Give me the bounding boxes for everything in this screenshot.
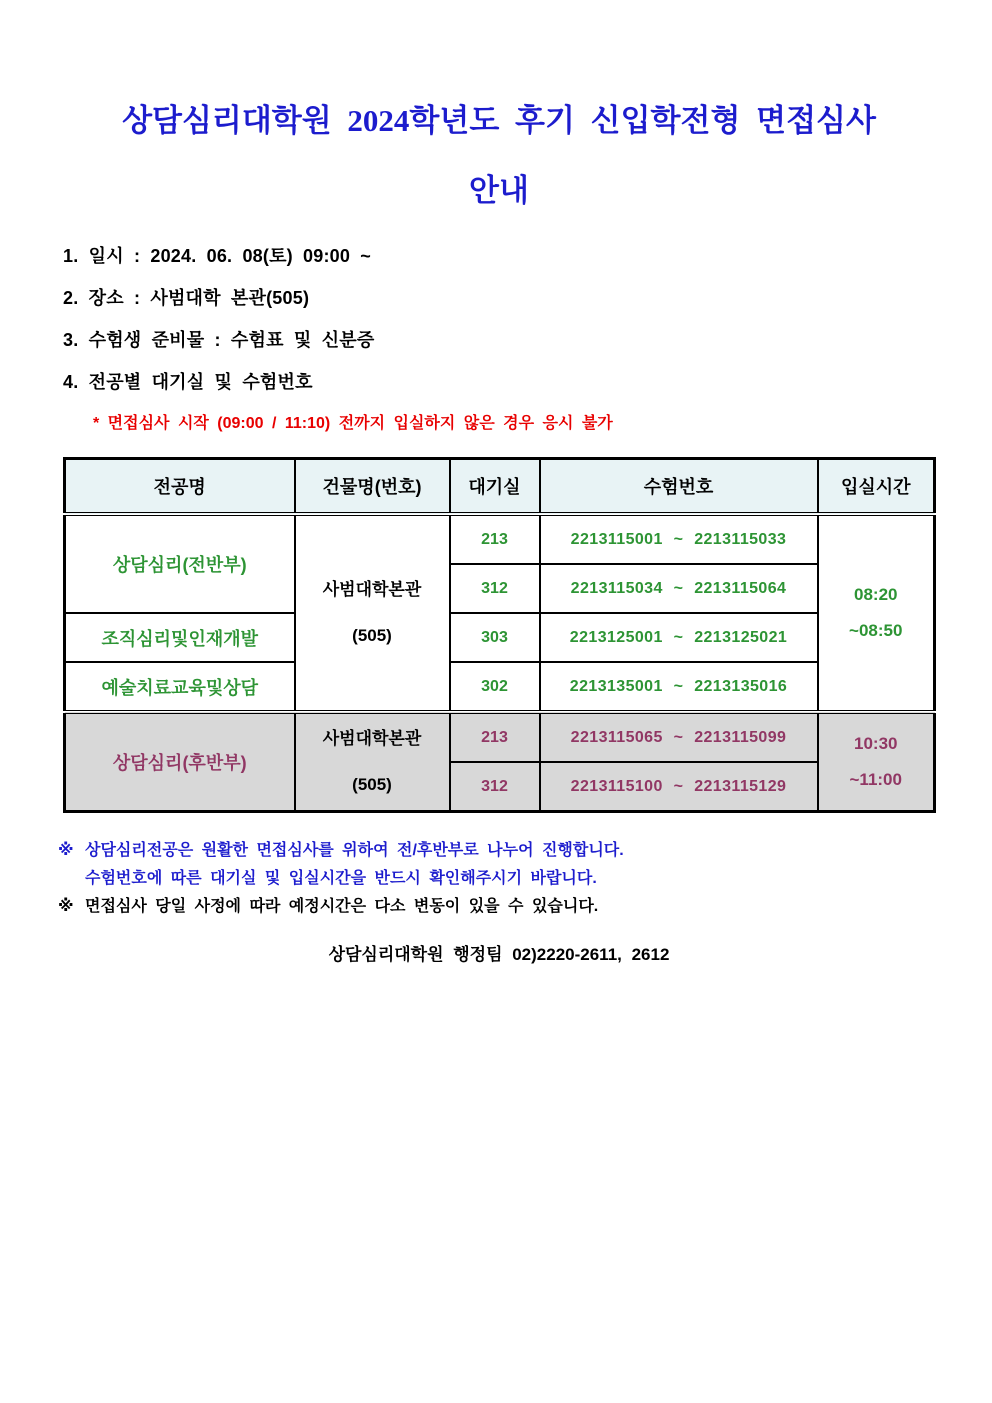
header-major: 전공명 <box>65 459 295 515</box>
page-title <box>63 86 935 226</box>
building-number: (505) <box>352 775 392 794</box>
info-list <box>63 246 935 392</box>
major-cell: 상담심리(후반부) <box>65 712 295 812</box>
entry-time-start: 10:30 <box>854 734 898 754</box>
exam-number-cell: 2213115034 ~ 2213115064 <box>540 564 818 613</box>
info-item-rooms: 4. 전공별 대기실 및 수험번호 <box>63 372 313 392</box>
room-cell: 312 <box>450 564 540 613</box>
entry-time-end: ~11:00 <box>849 770 902 789</box>
footnote-schedule-change <box>58 897 935 916</box>
info-item-materials: 3. 수험생 준비물 : 수험표 및 신분증 <box>63 330 375 350</box>
afternoon-section <box>65 712 935 812</box>
footnote-check-room <box>58 869 935 888</box>
exam-number-cell: 2213115100 ~ 2213115129 <box>540 762 818 812</box>
title-line1: 상담심리대학원 2024학년도 후기 신입학전형 면접심사 <box>122 103 876 138</box>
schedule-table-header <box>65 459 935 515</box>
header-exam-number: 수험번호 <box>540 459 818 515</box>
room-cell: 213 <box>450 514 540 564</box>
warning-note: * 면접심사 시작 (09:00 / 11:10) 전까지 입실하지 않은 경우 응시 불가 <box>93 415 613 432</box>
header-row <box>65 459 935 515</box>
title-line2: 안내 <box>469 173 529 208</box>
entry-time-cell <box>818 712 935 812</box>
schedule-table <box>63 457 936 813</box>
header-entry-time: 입실시간 <box>818 459 935 515</box>
footnote-text: 수험번호에 따른 대기실 및 입실시간을 반드시 확인해주시기 바랍니다. <box>85 870 597 887</box>
building-name: 사범대학본관 <box>322 580 422 600</box>
major-cell: 상담심리(전반부) <box>65 514 295 613</box>
info-item-datetime: 1. 일시 : 2024. 06. 08(토) 09:00 ~ <box>63 246 372 266</box>
room-cell: 302 <box>450 662 540 712</box>
room-cell: 312 <box>450 762 540 812</box>
header-waiting-room: 대기실 <box>450 459 540 515</box>
major-cell: 조직심리및인재개발 <box>65 613 295 662</box>
building-number: (505) <box>352 626 392 645</box>
reference-mark <box>58 869 85 888</box>
morning-section <box>65 514 935 712</box>
info-item-location: 2. 장소 : 사범대학 본관(505) <box>63 288 310 308</box>
building-cell <box>295 514 450 712</box>
footnote-text: 상담심리전공은 원활한 면접심사를 위하여 전/후반부로 나누어 진행합니다. <box>85 842 624 859</box>
room-cell: 303 <box>450 613 540 662</box>
room-cell: 213 <box>450 712 540 762</box>
table-row <box>65 514 935 564</box>
exam-number-cell: 2213135001 ~ 2213135016 <box>540 662 818 712</box>
reference-mark: ※ <box>58 898 74 915</box>
exam-number-cell: 2213115065 ~ 2213115099 <box>540 712 818 762</box>
building-cell <box>295 712 450 812</box>
exam-number-cell: 2213125001 ~ 2213125021 <box>540 613 818 662</box>
table-row <box>65 712 935 762</box>
reference-mark: ※ <box>58 842 74 859</box>
footnotes <box>58 841 935 916</box>
contact-info: 상담심리대학원 행정팀 02)2220-2611, 2612 <box>328 945 670 964</box>
exam-number-cell: 2213115001 ~ 2213115033 <box>540 514 818 564</box>
entry-time-end: ~08:50 <box>849 621 903 640</box>
major-cell: 예술치료교육및상담 <box>65 662 295 712</box>
entry-time-cell <box>818 514 935 712</box>
entry-time-start: 08:20 <box>854 585 898 605</box>
table-row <box>65 662 935 712</box>
footnote-split-sessions <box>58 841 935 860</box>
building-name: 사범대학본관 <box>322 729 422 749</box>
table-row <box>65 613 935 662</box>
header-building: 건물명(번호) <box>295 459 450 515</box>
footnote-text: 면접심사 당일 사정에 따라 예정시간은 다소 변동이 있을 수 있습니다. <box>85 898 599 915</box>
